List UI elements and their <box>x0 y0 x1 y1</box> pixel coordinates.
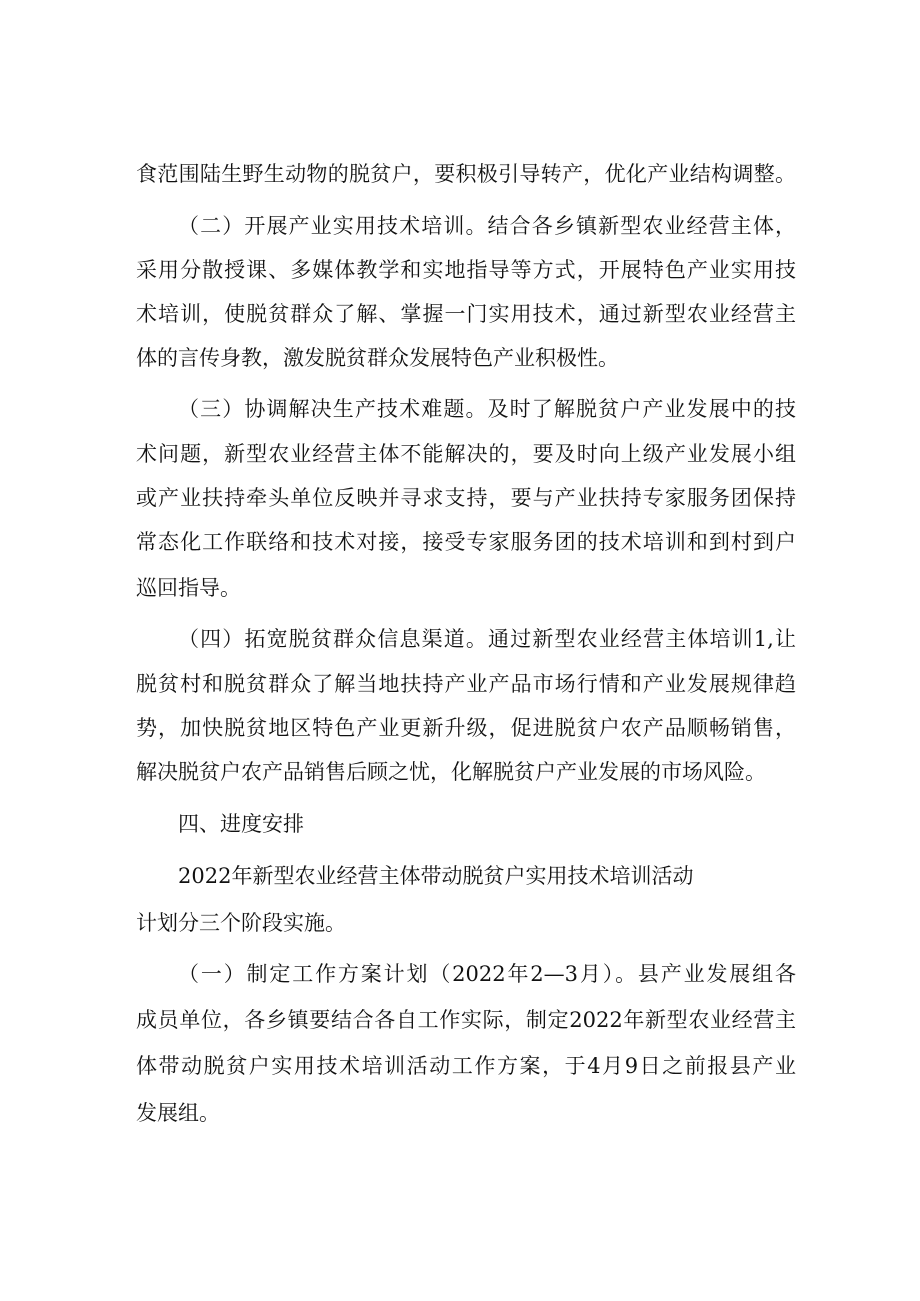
paragraph-line: 解决脱贫户农产品销售后顾之忧，化解脱贫户产业发展的市场风险。 <box>136 760 766 784</box>
paragraph-line: （二）开展产业实用技术培训。结合各乡镇新型农业经营主体， <box>178 214 796 238</box>
section-heading: 四、进度安排 <box>178 812 304 836</box>
paragraph-line: 势，加快脱贫地区特色产业更新升级，促进脱贫户农产品顺畅销售， <box>136 716 796 740</box>
paragraph-line: 发展组。 <box>136 1101 220 1125</box>
paragraph-line: 2022年新型农业经营主体带动脱贫户实用技术培训活动 <box>178 864 694 888</box>
paragraph-line: （三）协调解决生产技术难题。及时了解脱贫户产业发展中的技 <box>178 397 796 421</box>
paragraph-line: 术问题，新型农业经营主体不能解决的，要及时向上级产业发展小组 <box>136 442 796 466</box>
paragraph-line: 巡回指导。 <box>136 576 241 600</box>
paragraph-line: 计划分三个阶段实施。 <box>136 911 346 935</box>
paragraph-line: （一）制定工作方案计划（2022年2—3月）。县产业发展组各 <box>178 962 796 986</box>
paragraph-line: 术培训，使脱贫群众了解、掌握一门实用技术，通过新型农业经营主 <box>136 302 796 326</box>
paragraph-line: 常态化工作联络和技术对接，接受专家服务团的技术培训和到村到户 <box>136 530 796 554</box>
paragraph-line: （四）拓宽脱贫群众信息渠道。通过新型农业经营主体培训1,让 <box>178 627 796 651</box>
paragraph-line: 食范围陆生野生动物的脱贫户，要积极引导转产，优化产业结构调整。 <box>136 162 796 186</box>
paragraph-line: 成员单位，各乡镇要结合各自工作实际，制定2022年新型农业经营主 <box>136 1008 796 1032</box>
paragraph-line: 体带动脱贫户实用技术培训活动工作方案，于4月9日之前报县产业 <box>136 1054 796 1078</box>
paragraph-line: 或产业扶持牵头单位反映并寻求支持，要与产业扶持专家服务团保持 <box>136 486 796 510</box>
paragraph-line: 采用分散授课、多媒体教学和实地指导等方式，开展特色产业实用技 <box>136 258 796 282</box>
paragraph-line: 脱贫村和脱贫群众了解当地扶持产业产品市场行情和产业发展规律趋 <box>136 672 796 696</box>
paragraph-line: 体的言传身教，激发脱贫群众发展特色产业积极性。 <box>136 346 619 370</box>
